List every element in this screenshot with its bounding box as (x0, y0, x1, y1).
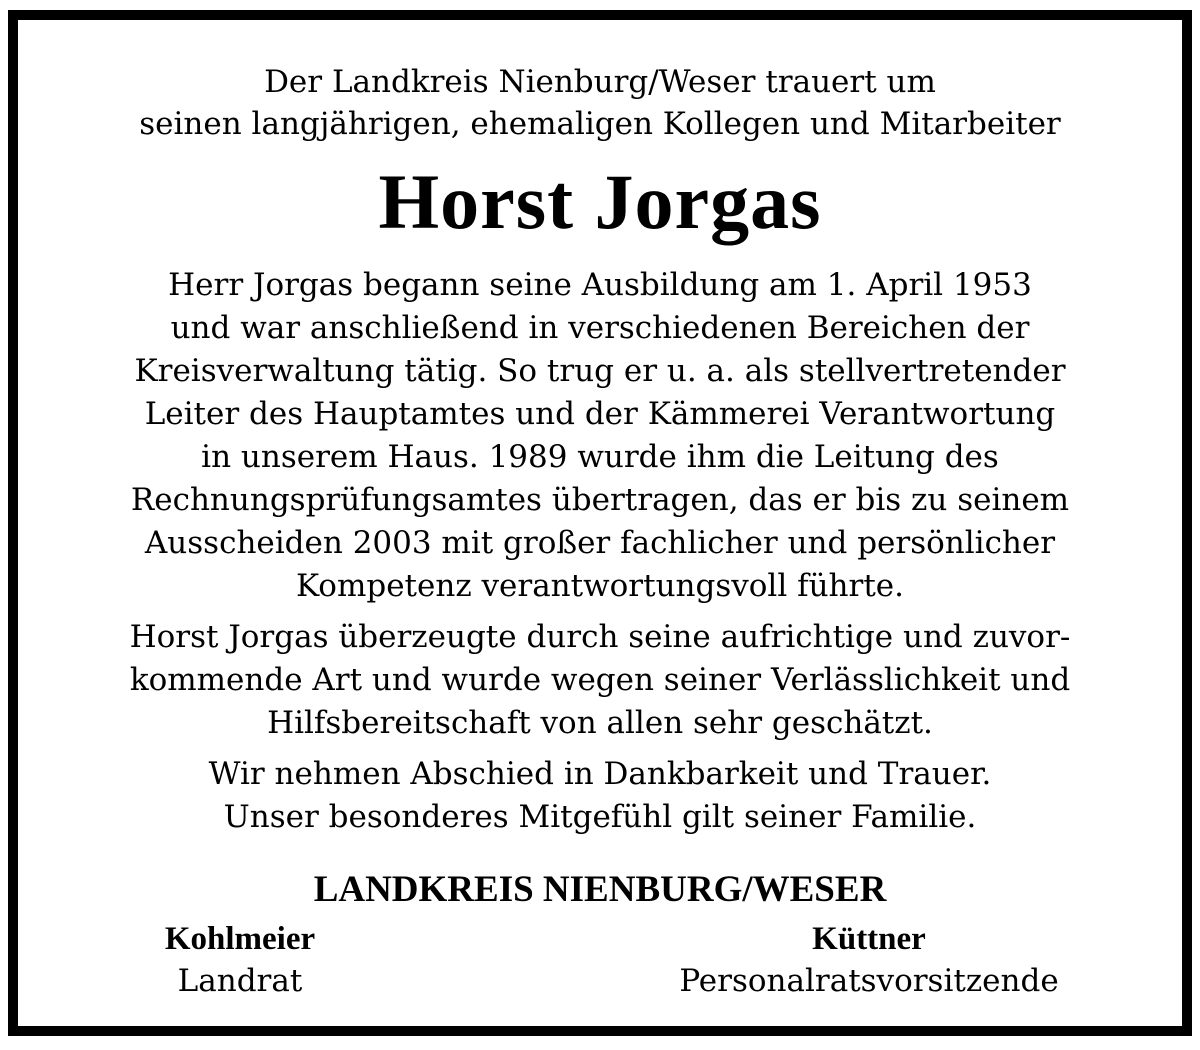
paragraph3-line-1: Wir nehmen Abschied in Dankbarkeit und Trauer. (208, 756, 992, 792)
paragraph1-line-6: Rechnungsprüfungsamtes übertragen, das er bis zu seinem (130, 482, 1070, 518)
paragraph1-line-3: Kreisverwaltung tätig. So trug er u. a. als stellvertretender (134, 353, 1066, 389)
paragraph2-line-3: Hilfsbereitschaft von allen sehr geschätzt. (267, 705, 933, 741)
intro-line-2: seinen langjährigen, ehemaligen Kollegen und Mitarbeiter (139, 106, 1061, 142)
paragraph1-line-5: in unserem Haus. 1989 wurde ihm die Leitung des (201, 439, 999, 475)
organization-name: LANDKREIS NIENBURG/WESER (313, 869, 887, 910)
signatory-left (20, 918, 460, 1002)
paragraph1-line-7: Ausscheiden 2003 mit großer fachlicher und persönlicher (144, 525, 1056, 561)
paragraph2-line-1: Horst Jorgas überzeugte durch seine aufrichtige und zuvor- (129, 619, 1071, 655)
deceased-name: Horst Jorgas (378, 158, 822, 245)
paragraph2-line-2: kommende Art und wurde wegen seiner Verlässlichkeit und (129, 662, 1071, 698)
signatory-left-name: Kohlmeier (164, 921, 316, 957)
signatory-left-role: Landrat (177, 963, 303, 999)
obituary-notice (8, 10, 1192, 1036)
signatory-right (649, 918, 1089, 1002)
paragraph1-line-2: und war anschließend in verschiedenen Bereichen der (170, 310, 1030, 346)
paragraph1-line-8: Kompetenz verantwortungsvoll führte. (295, 568, 904, 604)
paragraph3-line-2: Unser besonderes Mitgefühl gilt seiner Familie. (223, 799, 977, 835)
signatory-right-name: Küttner (812, 921, 926, 957)
paragraph1-line-4: Leiter des Hauptamtes und der Kämmerei Verantwortung (144, 396, 1056, 432)
intro-line-1: Der Landkreis Nienburg/Weser trauert um (264, 64, 936, 100)
paragraph1-line-1: Herr Jorgas begann seine Ausbildung am 1. April 1953 (168, 267, 1032, 303)
signatory-right-role: Personalratsvorsitzende (679, 963, 1059, 999)
